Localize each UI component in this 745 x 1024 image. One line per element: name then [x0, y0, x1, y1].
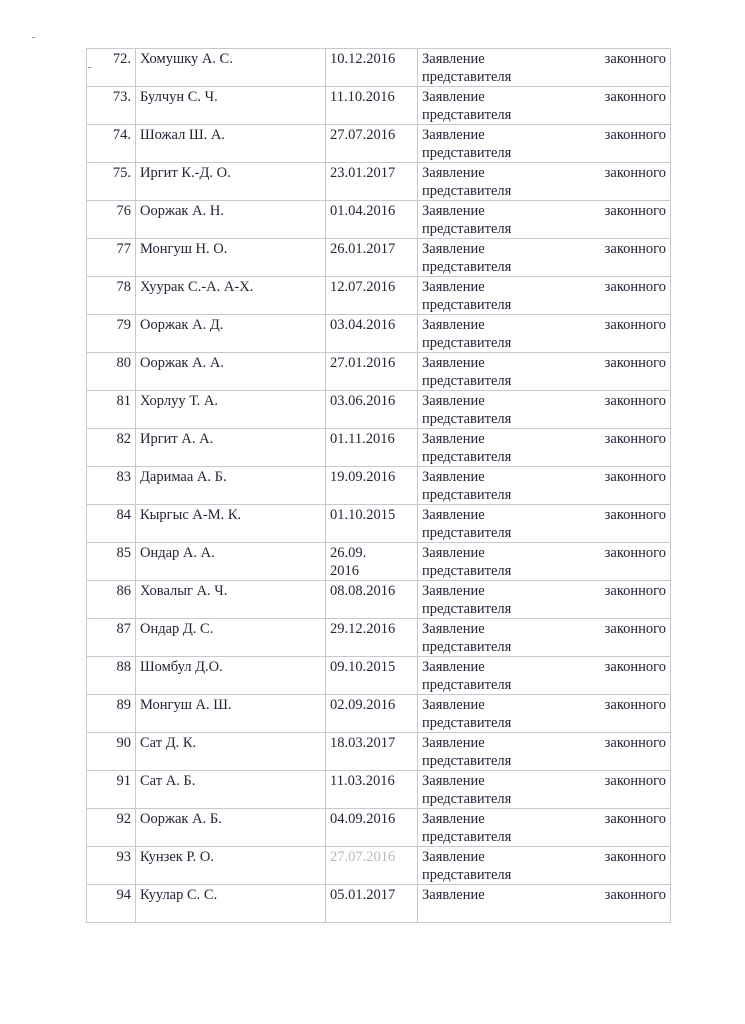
document-type-line — [422, 88, 666, 106]
document-type-word: представителя — [422, 525, 512, 541]
date-cell — [326, 277, 418, 315]
table-row — [87, 49, 671, 87]
person-name: Хомушку А. С. — [136, 49, 326, 87]
document-type-word: законного — [604, 773, 666, 789]
document-type-word: Заявление — [422, 849, 485, 865]
document-type-word: представителя — [422, 183, 512, 199]
table-row — [87, 467, 671, 505]
document-type-word: законного — [604, 431, 666, 447]
document-type-word: представителя — [422, 221, 512, 237]
document-type-word: Заявление — [422, 469, 485, 485]
row-number: 90 — [87, 733, 136, 771]
document-type — [418, 505, 671, 543]
date-value: 04.09.2016 — [330, 811, 396, 827]
document-type-word: представителя — [422, 145, 512, 161]
document-type-word: представителя — [422, 411, 512, 427]
document-type-word: представителя — [422, 677, 512, 693]
document-type — [418, 353, 671, 391]
date-cell — [326, 239, 418, 277]
document-type-line — [422, 202, 666, 220]
document-type-word: законного — [604, 127, 666, 143]
document-type-line — [422, 506, 666, 524]
document-type-word: представителя — [422, 601, 512, 617]
table-row — [87, 315, 671, 353]
date-cell — [326, 429, 418, 467]
person-name: Хорлуу Т. А. — [136, 391, 326, 429]
document-type-word: Заявление — [422, 165, 485, 181]
date-value: 05.01.2017 — [330, 887, 396, 903]
document-type — [418, 619, 671, 657]
document-type-line — [422, 734, 666, 752]
document-type-word: законного — [604, 545, 666, 561]
date-cell — [326, 695, 418, 733]
document-type-word: представителя — [422, 487, 512, 503]
document-type-line — [422, 468, 666, 486]
date-cell — [326, 87, 418, 125]
person-name: Ооржак А. Н. — [136, 201, 326, 239]
date-value: 23.01.2017 — [330, 165, 396, 181]
document-type-word: Заявление — [422, 583, 485, 599]
document-type — [418, 315, 671, 353]
document-type-word: представителя — [422, 715, 512, 731]
document-type-word: законного — [604, 621, 666, 637]
document-type-word: представителя — [422, 107, 512, 123]
document-type — [418, 809, 671, 847]
scan-mark — [32, 37, 35, 38]
document-type — [418, 239, 671, 277]
date-cell — [326, 467, 418, 505]
row-number: 85 — [87, 543, 136, 581]
document-type-word: Заявление — [422, 887, 485, 903]
document-type-word: Заявление — [422, 317, 485, 333]
document-type-word: Заявление — [422, 659, 485, 675]
row-number: 79 — [87, 315, 136, 353]
row-number: 78 — [87, 277, 136, 315]
document-type-word: Заявление — [422, 279, 485, 295]
date-value: 18.03.2017 — [330, 735, 396, 751]
person-name: Ооржак А. Д. — [136, 315, 326, 353]
document-type — [418, 49, 671, 87]
document-type-line — [422, 164, 666, 182]
document-type-word: законного — [604, 355, 666, 371]
document-type-line — [422, 848, 666, 866]
document-type-word: законного — [604, 507, 666, 523]
document-type-word: законного — [604, 583, 666, 599]
document-type — [418, 87, 671, 125]
row-number: 88 — [87, 657, 136, 695]
document-type — [418, 201, 671, 239]
document-type-line — [422, 696, 666, 714]
date-value: 01.10.2015 — [330, 507, 396, 523]
document-type-line — [422, 392, 666, 410]
table-row — [87, 201, 671, 239]
document-type-word: представителя — [422, 69, 512, 85]
person-name: Сат Д. К. — [136, 733, 326, 771]
table-row — [87, 619, 671, 657]
person-name: Булчун С. Ч. — [136, 87, 326, 125]
date-value: 09.10.2015 — [330, 659, 396, 675]
date-cell — [326, 657, 418, 695]
registry-table — [86, 48, 671, 923]
row-number: 75. — [87, 163, 136, 201]
document-type-word: Заявление — [422, 89, 485, 105]
document-type-word: законного — [604, 469, 666, 485]
row-number: 81 — [87, 391, 136, 429]
date-value: 12.07.2016 — [330, 279, 396, 295]
document-type-word: законного — [604, 165, 666, 181]
document-type-word: представителя — [422, 829, 512, 845]
date-cell — [326, 885, 418, 923]
row-number: 72. — [87, 49, 136, 87]
person-name: Ооржак А. Б. — [136, 809, 326, 847]
document-type-word: представителя — [422, 335, 512, 351]
date-cell — [326, 581, 418, 619]
table-row — [87, 543, 671, 581]
document-type-line — [422, 772, 666, 790]
document-type-word: Заявление — [422, 241, 485, 257]
person-name: Монгуш А. Ш. — [136, 695, 326, 733]
document-type — [418, 885, 671, 923]
document-type — [418, 163, 671, 201]
table-row — [87, 809, 671, 847]
document-type-word: Заявление — [422, 355, 485, 371]
table-row — [87, 771, 671, 809]
document-type — [418, 847, 671, 885]
document-type — [418, 429, 671, 467]
document-type-word: представителя — [422, 373, 512, 389]
document-type-line — [422, 544, 666, 562]
person-name: Хуурак С.-А. А-Х. — [136, 277, 326, 315]
document-type-word: Заявление — [422, 51, 485, 67]
date-cell — [326, 505, 418, 543]
row-number: 92 — [87, 809, 136, 847]
table-row — [87, 391, 671, 429]
table-row — [87, 695, 671, 733]
person-name: Иргит К.-Д. О. — [136, 163, 326, 201]
row-number: 87 — [87, 619, 136, 657]
date-value: 01.11.2016 — [330, 431, 395, 447]
date-value: 10.12.2016 — [330, 51, 396, 67]
document-type-word: представителя — [422, 867, 512, 883]
person-name: Кунзек Р. О. — [136, 847, 326, 885]
row-number: 73. — [87, 87, 136, 125]
table-row — [87, 847, 671, 885]
document-type-word: представителя — [422, 753, 512, 769]
date-value: 26.09. — [330, 545, 367, 561]
document-type-word: представителя — [422, 563, 512, 579]
date-value: 27.01.2016 — [330, 355, 396, 371]
document-type-word: Заявление — [422, 773, 485, 789]
table-row — [87, 885, 671, 923]
date-cell — [326, 163, 418, 201]
document-type-word: Заявление — [422, 621, 485, 637]
document-type-line — [422, 50, 666, 68]
document-type — [418, 543, 671, 581]
document-type-line — [422, 240, 666, 258]
document-type-word: представителя — [422, 449, 512, 465]
person-name: Кыргыс А-М. К. — [136, 505, 326, 543]
document-type-word: представителя — [422, 791, 512, 807]
table-row — [87, 657, 671, 695]
date-value: 03.04.2016 — [330, 317, 396, 333]
row-number: 76 — [87, 201, 136, 239]
person-name: Даримаа А. Б. — [136, 467, 326, 505]
document-type — [418, 277, 671, 315]
document-type — [418, 657, 671, 695]
row-number: 89 — [87, 695, 136, 733]
table-row — [87, 163, 671, 201]
document-type-word: законного — [604, 697, 666, 713]
document-type-line — [422, 354, 666, 372]
date-cell — [326, 847, 418, 885]
date-value: 29.12.2016 — [330, 621, 396, 637]
table-row — [87, 353, 671, 391]
table-row — [87, 87, 671, 125]
date-value: 08.08.2016 — [330, 583, 396, 599]
document-type-word: законного — [604, 393, 666, 409]
row-number: 83 — [87, 467, 136, 505]
document-type-line — [422, 582, 666, 600]
row-number: 91 — [87, 771, 136, 809]
document-type-word: Заявление — [422, 393, 485, 409]
row-number: 82 — [87, 429, 136, 467]
document-type-word: законного — [604, 51, 666, 67]
table-row — [87, 125, 671, 163]
document-type-line — [422, 430, 666, 448]
document-type-word: законного — [604, 279, 666, 295]
table-row — [87, 505, 671, 543]
date-cell — [326, 49, 418, 87]
document-type — [418, 733, 671, 771]
document-type-word: Заявление — [422, 507, 485, 523]
person-name: Ондар Д. С. — [136, 619, 326, 657]
table-row — [87, 277, 671, 315]
row-number: 94 — [87, 885, 136, 923]
date-cell — [326, 125, 418, 163]
table-row — [87, 581, 671, 619]
document-type-word: законного — [604, 89, 666, 105]
date-value: 11.10.2016 — [330, 89, 395, 105]
document-type — [418, 125, 671, 163]
person-name: Ховалыг А. Ч. — [136, 581, 326, 619]
document-type — [418, 695, 671, 733]
row-number: 93 — [87, 847, 136, 885]
row-number: 84 — [87, 505, 136, 543]
document-type-word: Заявление — [422, 697, 485, 713]
person-name: Сат А. Б. — [136, 771, 326, 809]
date-value: 01.04.2016 — [330, 203, 396, 219]
date-cell — [326, 543, 418, 581]
person-name: Куулар С. С. — [136, 885, 326, 923]
document-type-word: представителя — [422, 259, 512, 275]
date-cell — [326, 353, 418, 391]
document-type-word: Заявление — [422, 431, 485, 447]
date-value: 26.01.2017 — [330, 241, 396, 257]
date-value: 27.07.2016 — [330, 849, 396, 865]
person-name: Иргит А. А. — [136, 429, 326, 467]
document-type-word: законного — [604, 659, 666, 675]
document-type-line — [422, 620, 666, 638]
date-cell — [326, 733, 418, 771]
date-value: 02.09.2016 — [330, 697, 396, 713]
document-type-word: законного — [604, 241, 666, 257]
document-type — [418, 467, 671, 505]
document-type-word: законного — [604, 317, 666, 333]
document-type-line — [422, 810, 666, 828]
row-number: 86 — [87, 581, 136, 619]
registry-table-body — [87, 49, 671, 923]
document-type-word: законного — [604, 735, 666, 751]
person-name: Монгуш Н. О. — [136, 239, 326, 277]
document-type-line — [422, 316, 666, 334]
document-type-line — [422, 658, 666, 676]
date-cell — [326, 201, 418, 239]
document-type-word: Заявление — [422, 127, 485, 143]
row-number: 74. — [87, 125, 136, 163]
date-cell — [326, 809, 418, 847]
date-cell — [326, 391, 418, 429]
table-row — [87, 429, 671, 467]
document-type — [418, 391, 671, 429]
person-name: Ооржак А. А. — [136, 353, 326, 391]
document-type-word: Заявление — [422, 811, 485, 827]
date-cell — [326, 771, 418, 809]
date-value: 03.06.2016 — [330, 393, 396, 409]
person-name: Ондар А. А. — [136, 543, 326, 581]
document-type-word: представителя — [422, 297, 512, 313]
document-type-word: законного — [604, 849, 666, 865]
document-type-line — [422, 126, 666, 144]
row-number: 77 — [87, 239, 136, 277]
row-number: 80 — [87, 353, 136, 391]
document-type-word: Заявление — [422, 203, 485, 219]
document-type-word: Заявление — [422, 735, 485, 751]
date-value: 19.09.2016 — [330, 469, 396, 485]
date-cell — [326, 315, 418, 353]
document-type — [418, 581, 671, 619]
document-type-word: законного — [604, 811, 666, 827]
person-name: Шомбул Д.О. — [136, 657, 326, 695]
document-type-word: представителя — [422, 639, 512, 655]
date-cell — [326, 619, 418, 657]
date-value: 27.07.2016 — [330, 127, 396, 143]
document-type-word: законного — [604, 203, 666, 219]
document-type-word: законного — [604, 887, 666, 903]
document-type-word: Заявление — [422, 545, 485, 561]
document-type — [418, 771, 671, 809]
document-type-line — [422, 278, 666, 296]
date-value-continued: 2016 — [330, 563, 359, 579]
table-row — [87, 733, 671, 771]
table-row — [87, 239, 671, 277]
person-name: Шожал Ш. А. — [136, 125, 326, 163]
date-value: 11.03.2016 — [330, 773, 395, 789]
document-type-line — [422, 886, 666, 904]
